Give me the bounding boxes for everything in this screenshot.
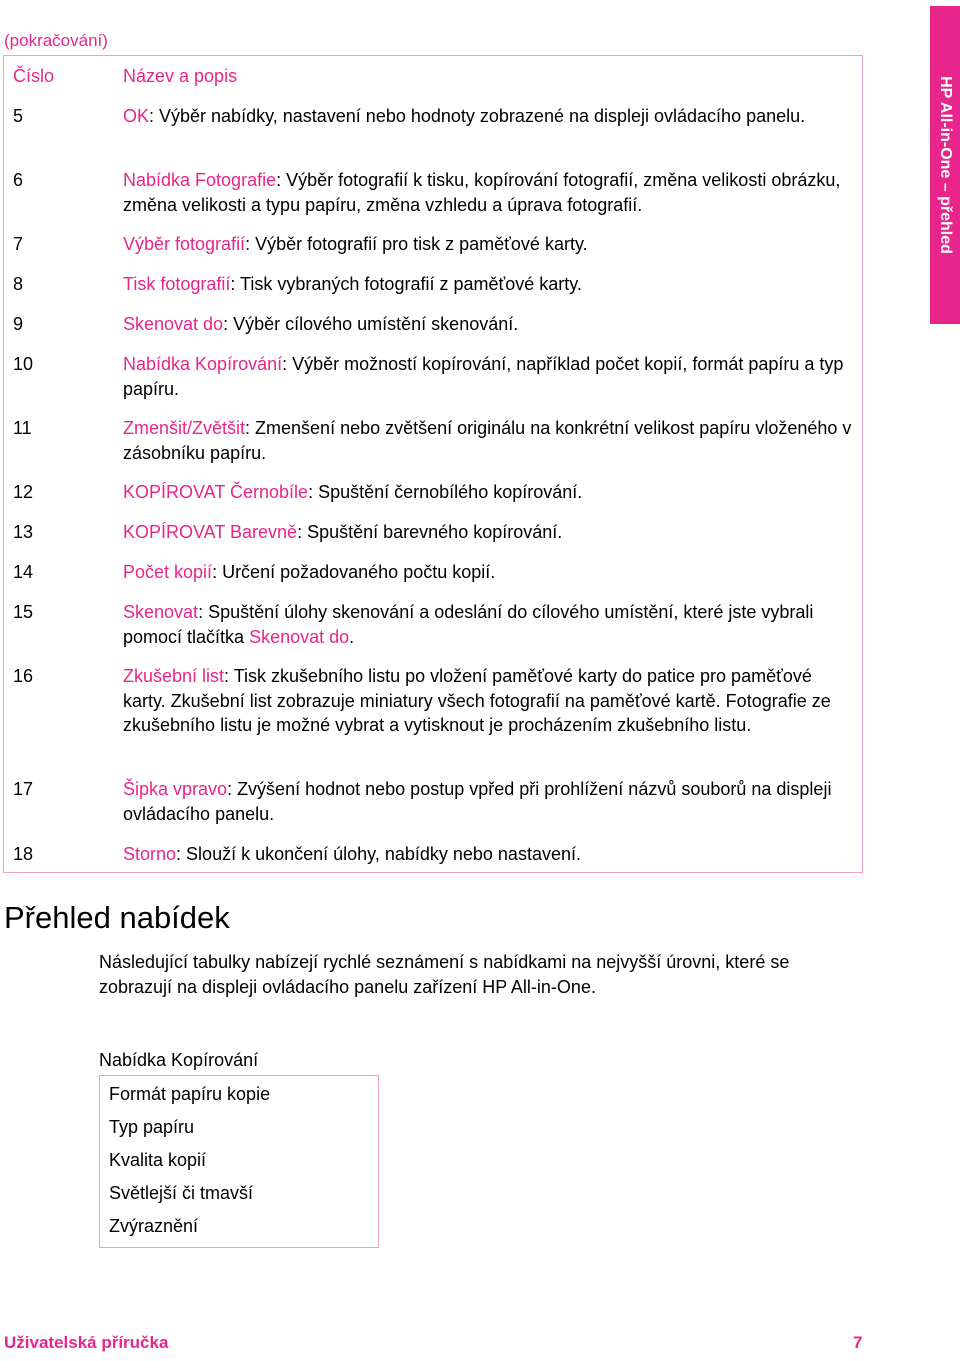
row-description	[123, 168, 853, 217]
button-description-table	[3, 55, 863, 873]
row-number: 5	[13, 106, 24, 126]
row-description	[123, 272, 853, 297]
row-description	[123, 480, 853, 505]
row-name: Šipka vpravo	[123, 779, 228, 799]
table-header-description: Název a popis	[123, 66, 238, 86]
row-text: : Výběr možností kopírování, například počet kopií, formát papíru a typ papíru.	[123, 354, 844, 399]
row-description	[123, 352, 853, 401]
row-name: KOPÍROVAT Černobíle	[123, 482, 309, 502]
row-number: 11	[13, 418, 32, 438]
row-number: 6	[13, 170, 24, 190]
row-description	[123, 777, 853, 826]
row-number: 17	[13, 779, 34, 799]
menu-item: Světlejší či tmavší	[109, 1183, 254, 1203]
menu-item: Typ papíru	[109, 1117, 195, 1137]
row-description	[123, 232, 853, 257]
menu-item: Kvalita kopií	[109, 1150, 207, 1170]
row-text: : Tisk vybraných fotografií z paměťové karty.	[230, 274, 582, 294]
side-section-tab	[930, 6, 960, 324]
row-name: Zkušební list	[123, 666, 225, 686]
row-description	[123, 560, 853, 585]
section-intro: Následující tabulky nabízejí rychlé seznámení s nabídkami na nejvyšší úrovni, které se zobrazují na displeji ovládacího panelu zařízení HP All-in-One.	[99, 952, 790, 997]
table-header-number: Číslo	[13, 66, 55, 86]
row-number: 9	[13, 314, 24, 334]
row-text: : Výběr nabídky, nastavení nebo hodnoty zobrazené na displeji ovládacího panelu.	[149, 106, 806, 126]
row-text: : Určení požadovaného počtu kopií.	[212, 562, 496, 582]
row-number: 16	[13, 666, 34, 686]
row-text: : Výběr fotografií pro tisk z paměťové karty.	[245, 234, 588, 254]
row-link: Skenovat do	[249, 626, 350, 647]
row-description	[123, 842, 853, 867]
copy-menu-table	[99, 1075, 379, 1248]
footer-title: Uživatelská příručka	[4, 1333, 169, 1352]
row-description	[123, 520, 853, 545]
row-name: Storno	[123, 844, 177, 864]
row-text: : Spuštění barevného kopírování.	[297, 522, 563, 542]
row-text: : Výběr fotografií k tisku, kopírování fotografií, změna velikosti obrázku, změna velikosti a typu papíru, změna vzhledu a úprava fotografií.	[123, 170, 841, 215]
row-text: : Zmenšení nebo zvětšení originálu na konkrétní velikost papíru vloženého v zásobníku papíru.	[123, 418, 852, 463]
row-text: : Výběr cílového umístění skenování.	[223, 314, 519, 334]
row-name: Skenovat	[123, 602, 199, 622]
row-text: : Tisk zkušebního listu po vložení paměťové karty do patice pro paměťové karty. Zkušební list zobrazuje miniatury všech fotografií na paměťové kartě. Fotografie ze zkušebního listu je možné vybrat a vytisknout je procházením zkušebního listu.	[123, 666, 831, 735]
section-heading: Přehled nabídek	[4, 900, 230, 935]
row-tail: .	[349, 626, 355, 647]
row-text: : Slouží k ukončení úlohy, nabídky nebo nastavení.	[176, 844, 581, 864]
row-number: 18	[13, 844, 34, 864]
row-number: 7	[13, 234, 24, 254]
row-number: 8	[13, 274, 24, 294]
row-description	[123, 664, 853, 738]
row-name: Zmenšit/Zvětšit	[123, 418, 246, 438]
row-name: OK	[123, 106, 150, 126]
row-name: Nabídka Fotografie	[123, 170, 277, 190]
menu-caption: Nabídka Kopírování	[99, 1050, 259, 1070]
row-description	[123, 312, 853, 337]
menu-item: Zvýraznění	[109, 1216, 199, 1236]
row-number: 12	[13, 482, 34, 502]
row-name: Počet kopií	[123, 562, 213, 582]
row-text: : Zvýšení hodnot nebo postup vpřed při prohlížení názvů souborů na displeji ovládacího panelu.	[123, 779, 832, 824]
row-number: 15	[13, 602, 34, 622]
row-name: KOPÍROVAT Barevně	[123, 522, 298, 542]
row-name: Skenovat do	[123, 314, 224, 334]
continued-label: (pokračování)	[4, 31, 108, 50]
row-description	[123, 600, 853, 649]
page-number: 7	[853, 1333, 863, 1352]
row-name: Nabídka Kopírování	[123, 354, 283, 374]
row-number: 10	[13, 354, 34, 374]
row-name: Tisk fotografií	[123, 274, 231, 294]
row-text: : Spuštění černobílého kopírování.	[308, 482, 583, 502]
row-description	[123, 416, 853, 465]
row-description	[123, 104, 853, 129]
row-number: 14	[13, 562, 34, 582]
row-name: Výběr fotografií	[123, 234, 246, 254]
side-section-tab-label: HP All-in-One – přehled	[937, 76, 954, 254]
row-text: : Spuštění úlohy skenování a odeslání do cílového umístění, které jste vybrali pomocí tlačítka	[123, 602, 814, 647]
row-number: 13	[13, 522, 34, 542]
menu-item: Formát papíru kopie	[109, 1084, 271, 1104]
